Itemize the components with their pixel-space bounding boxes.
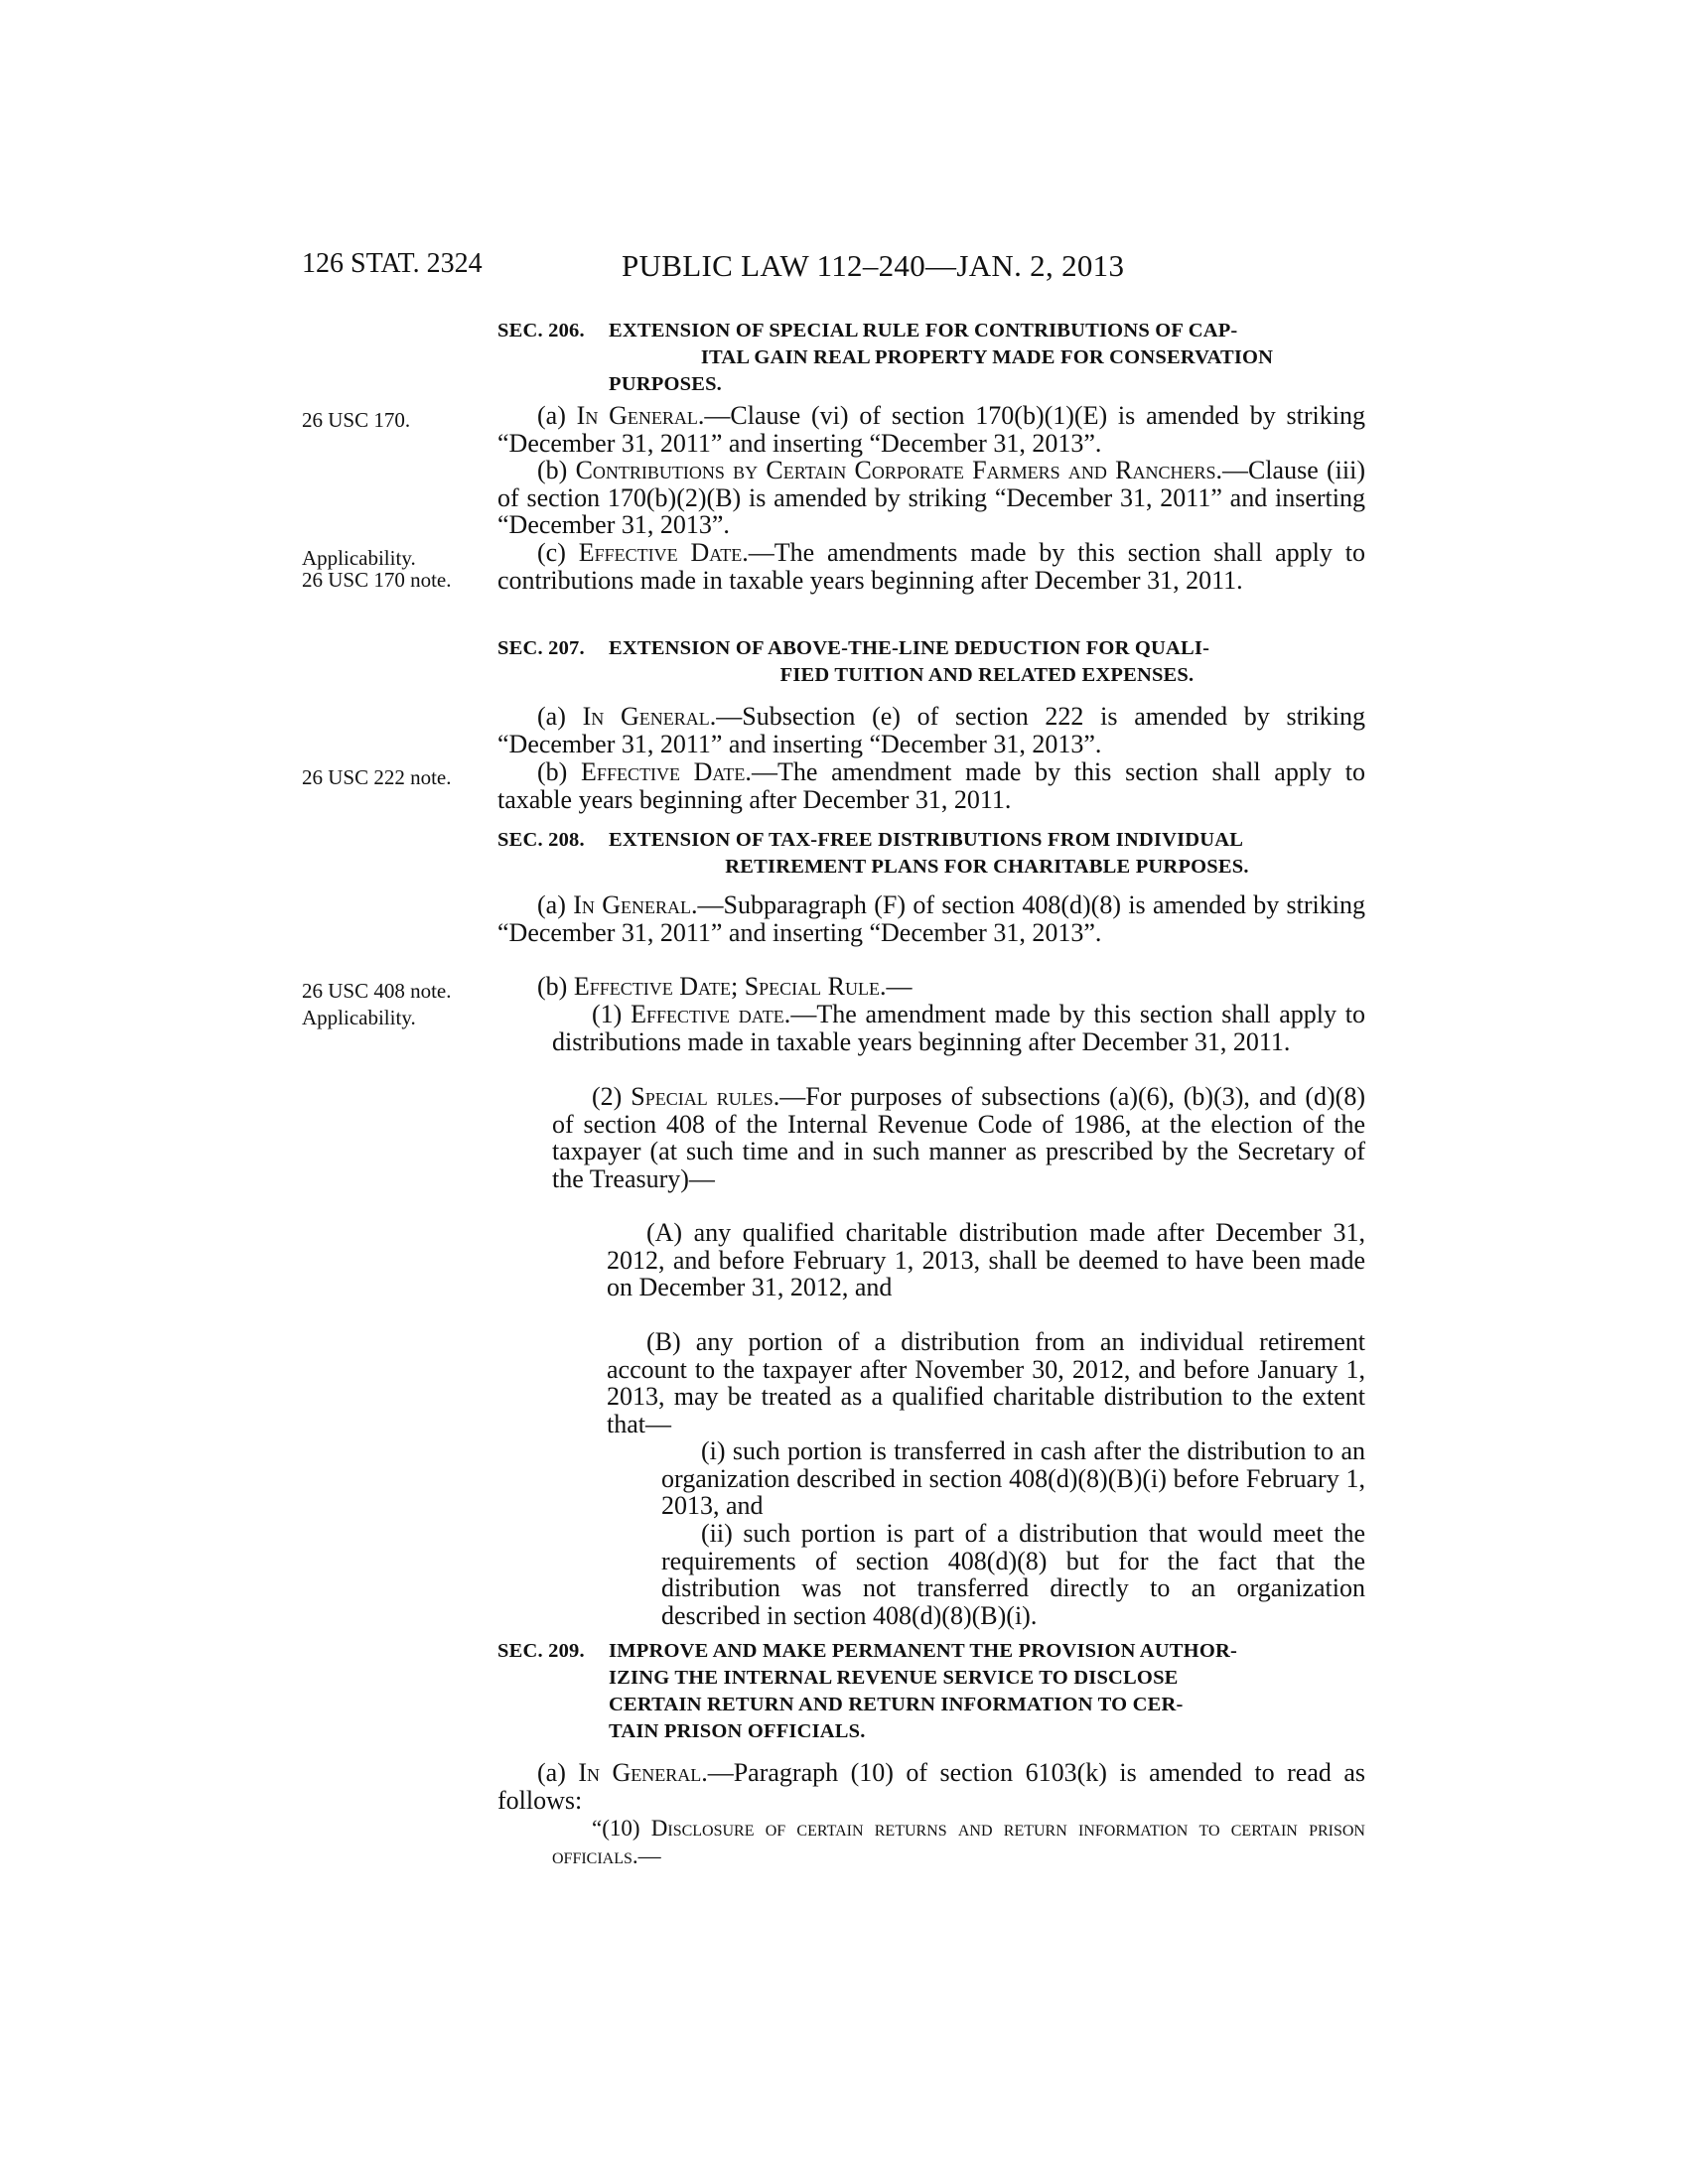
- paragraph-heading: Effective date.: [631, 1000, 791, 1028]
- sec-209-a: (a) In General.—Paragraph (10) of section 6103(k) is amended to read as follows:: [497, 1758, 1365, 1815]
- sec-206-heading: [497, 318, 1365, 398]
- sec-206-a: (a) In General.—Clause (vi) of section 170(b)(1)(E) is amended by striking “December 31, 2011” and inserting “December 31, 2013”.: [497, 401, 1365, 458]
- section-number: SEC. 209.: [497, 1640, 585, 1662]
- sec-209-heading: [497, 1638, 1365, 1745]
- sec-207-heading: [497, 635, 1365, 689]
- sec-208-a: (a) In General.—Subparagraph (F) of section 408(d)(8) is amended by striking “December 31, 2011” and inserting “December 31, 2013”.: [497, 890, 1365, 947]
- subsection-heading: Effective Date; Special Rule.: [573, 972, 887, 1001]
- sec-209-a-10: “(10) Disclosure of certain returns and return information to certain prison officials.—: [552, 1816, 1365, 1868]
- section-title: EXTENSION OF ABOVE-THE-LINE DEDUCTION FOR QUALI-: [609, 637, 1210, 659]
- section-title-cont: IZING THE INTERNAL REVENUE SERVICE TO DISCLOSE: [609, 1667, 1179, 1689]
- section-number: SEC. 208.: [497, 829, 585, 851]
- paragraph-heading: Disclosure of certain returns and return information to certain prison officials.: [552, 1816, 1365, 1868]
- subsection-heading: In General.: [573, 890, 698, 919]
- sec-208-b-2-B-i: (i) such portion is transferred in cash after the distribution to an organization described in section 408(d)(8)(B)(i) before February 1, 2013, and: [661, 1436, 1365, 1521]
- section-title-cont: FIED TUITION AND RELATED EXPENSES.: [779, 664, 1195, 686]
- sec-208-b: (b) Effective Date; Special Rule.—: [537, 972, 913, 1001]
- sec-206-b: (b) Contributions by Certain Corporate Farmers and Ranchers.—Clause (iii) of section 170(b)(2)(B) is amended by striking “December 31, 2011” and inserting “December 31, 2013”.: [497, 456, 1365, 540]
- sec-208-heading: [497, 827, 1365, 881]
- section-title-cont: CERTAIN RETURN AND RETURN INFORMATION TO CER-: [609, 1694, 1184, 1715]
- sec-208-b-2-B: (B) any portion of a distribution from an individual retirement account to the taxpayer after November 30, 2012, and before January 1, 2013, may be treated as a qualified charitable distribution to the extent that—: [607, 1327, 1365, 1438]
- sec-208-b-2-B-ii: (ii) such portion is part of a distribution that would meet the requirements of section 408(d)(8) but for the fact that the distribution was not transferred directly to an organization described in section 408(d)(8)(B)(i).: [661, 1519, 1365, 1630]
- sec-208-b-2-A: (A) any qualified charitable distribution made after December 31, 2012, and before February 1, 2013, shall be deemed to have been made on December 31, 2012, and: [607, 1218, 1365, 1302]
- paragraph-heading: Special rules.: [631, 1082, 780, 1111]
- sec-206-c: (c) Effective Date.—The amendments made by this section shall apply to contributions made in taxable years beginning after December 31, 2011.: [497, 538, 1365, 595]
- section-title-cont: PURPOSES.: [609, 373, 722, 395]
- section-title-cont: ITAL GAIN REAL PROPERTY MADE FOR CONSERVATION: [700, 346, 1274, 368]
- subsection-heading: Effective Date.: [581, 757, 752, 786]
- section-title: IMPROVE AND MAKE PERMANENT THE PROVISION AUTHOR-: [609, 1640, 1237, 1662]
- subsection-heading: In General.: [578, 1758, 708, 1787]
- margin-note-26usc170: 26 USC 170.: [302, 408, 411, 432]
- section-number: SEC. 206.: [497, 320, 585, 341]
- section-title: EXTENSION OF SPECIAL RULE FOR CONTRIBUTIONS OF CAP-: [609, 320, 1238, 341]
- margin-note-26usc408-note: 26 USC 408 note.: [302, 979, 452, 1003]
- page-header: [0, 248, 1688, 288]
- section-title: EXTENSION OF TAX-FREE DISTRIBUTIONS FROM INDIVIDUAL: [609, 829, 1244, 851]
- sec-207-b: (b) Effective Date.—The amendment made by this section shall apply to taxable years beginning after December 31, 2011.: [497, 757, 1365, 814]
- stat-page-number: 126 STAT. 2324: [302, 248, 483, 279]
- section-number: SEC. 207.: [497, 637, 585, 659]
- margin-note-applicability: Applicability.: [302, 546, 416, 570]
- sec-208-b-1: (1) Effective date.—The amendment made by this section shall apply to distributions made in taxable years beginning after December 31, 2011.: [552, 1000, 1365, 1056]
- margin-note-applicability-2: Applicability.: [302, 1006, 416, 1029]
- subsection-heading: Effective Date.: [578, 538, 749, 567]
- subsection-heading: In General.: [582, 702, 717, 731]
- section-title-cont: TAIN PRISON OFFICIALS.: [609, 1720, 866, 1742]
- sec-208-b-2: (2) Special rules.—For purposes of subsections (a)(6), (b)(3), and (d)(8) of section 408 of the Internal Revenue Code of 1986, at the election of the taxpayer (at such time and in such manner as prescribed by the Secretary of the Treasury)—: [552, 1082, 1365, 1193]
- section-title-cont: RETIREMENT PLANS FOR CHARITABLE PURPOSES.: [725, 856, 1249, 878]
- margin-note-26usc222-note: 26 USC 222 note.: [302, 765, 452, 789]
- sec-207-a: (a) In General.—Subsection (e) of section 222 is amended by striking “December 31, 2011” and inserting “December 31, 2013”.: [497, 702, 1365, 758]
- margin-note-26usc170-note: 26 USC 170 note.: [302, 568, 452, 592]
- law-title: PUBLIC LAW 112–240—JAN. 2, 2013: [622, 248, 1125, 283]
- subsection-heading: In General.: [576, 401, 705, 430]
- subsection-heading: Contributions by Certain Corporate Farmers and Ranchers.: [575, 456, 1222, 484]
